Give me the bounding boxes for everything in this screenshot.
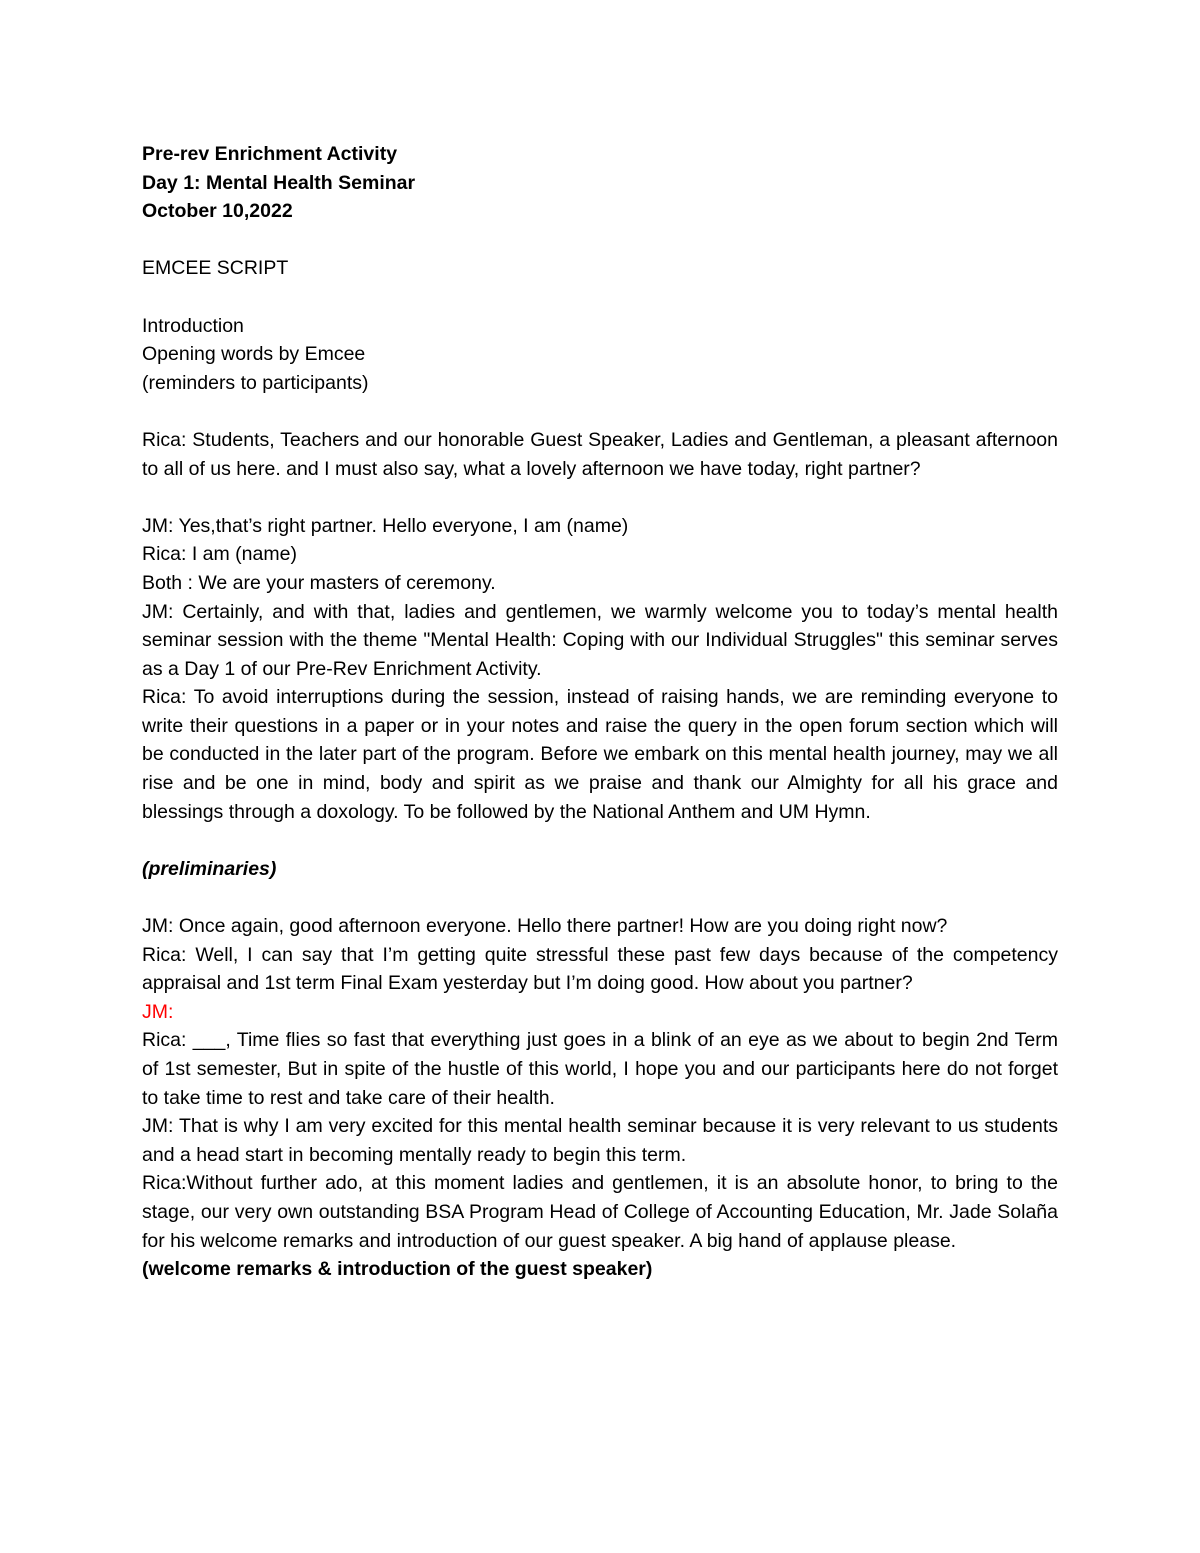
document-title: Pre-rev Enrichment Activity (142, 143, 398, 165)
document-date: October 10,2022 (142, 200, 293, 223)
rica-stress-paragraph: Rica: Well, I can say that I’m getting quite stressful these past few days because of the competency appraisal and 1st term Final Exam yesterday but I’m doing good. How about you partner? (142, 943, 1058, 995)
document-subtitle: Day 1: Mental Health Seminar (142, 171, 416, 194)
jm-placeholder-line: JM: (142, 1000, 174, 1023)
document-page (142, 140, 1058, 1284)
rica-greeting-paragraph: Rica: Students, Teachers and our honorable Guest Speaker, Ladies and Gentleman, a pleasant afternoon to all of us here. and I must also say, what a lovely afternoon we have today, right partner? (142, 428, 1058, 480)
rica-intro-line: Rica: I am (name) (142, 543, 297, 566)
both-line: Both : We are your masters of ceremony. (142, 571, 496, 594)
preliminaries-label: (preliminaries) (142, 857, 277, 880)
rica-reminders-paragraph: Rica: To avoid interruptions during the session, instead of raising hands, we are reminding everyone to write their questions in a paper or in your notes and raise the query in the open forum section which will be conducted in the later part of the program. Before we embark on this mental health journey, may we all rise and be one in mind, body and spirit as we praise and thank our Almighty for all his grace and blessings through a doxology. To be followed by the National Anthem and UM Hymn. (142, 686, 1058, 823)
spacer (142, 397, 1058, 426)
spacer (142, 883, 1058, 912)
jm-intro-line: JM: Yes,that’s right partner. Hello everyone, I am (name) (142, 514, 629, 537)
spacer (142, 483, 1058, 512)
intro-line-reminders: (reminders to participants) (142, 371, 369, 394)
rica-introduction-paragraph: Rica:Without further ado, at this moment ladies and gentlemen, it is an absolute honor, to bring to the stage, our very own outstanding BSA Program Head of College of Accounting Education, Mr. Jade Solaña for his welcome remarks and introduction of our guest speaker. A big hand of applause please. (142, 1172, 1058, 1252)
jm-welcome-paragraph: JM: Certainly, and with that, ladies and gentlemen, we warmly welcome you to today’s mental health seminar session with the theme "Mental Health: Coping with our Individual Struggles" this seminar serves as a Day 1 of our Pre-Rev Enrichment Activity. (142, 600, 1058, 680)
intro-heading: Introduction (142, 314, 244, 337)
welcome-remarks-label: (welcome remarks & introduction of the guest speaker) (142, 1258, 653, 1281)
jm-excited-paragraph: JM: That is why I am very excited for this mental health seminar because it is very relevant to us students and a head start in becoming mentally ready to begin this term. (142, 1115, 1058, 1166)
jm-greeting-line: JM: Once again, good afternoon everyone. Hello there partner! How are you doing right now? (142, 915, 948, 938)
spacer (142, 283, 1058, 312)
script-title: EMCEE SCRIPT (142, 257, 289, 280)
rica-time-paragraph: Rica: ___, Time flies so fast that everything just goes in a blink of an eye as we about to begin 2nd Term of 1st semester, But in spite of the hustle of this world, I hope you and our participants here do not forget to take time to rest and take care of their health. (142, 1029, 1058, 1109)
spacer (142, 826, 1058, 855)
intro-line-opening: Opening words by Emcee (142, 343, 366, 366)
spacer (142, 226, 1058, 255)
